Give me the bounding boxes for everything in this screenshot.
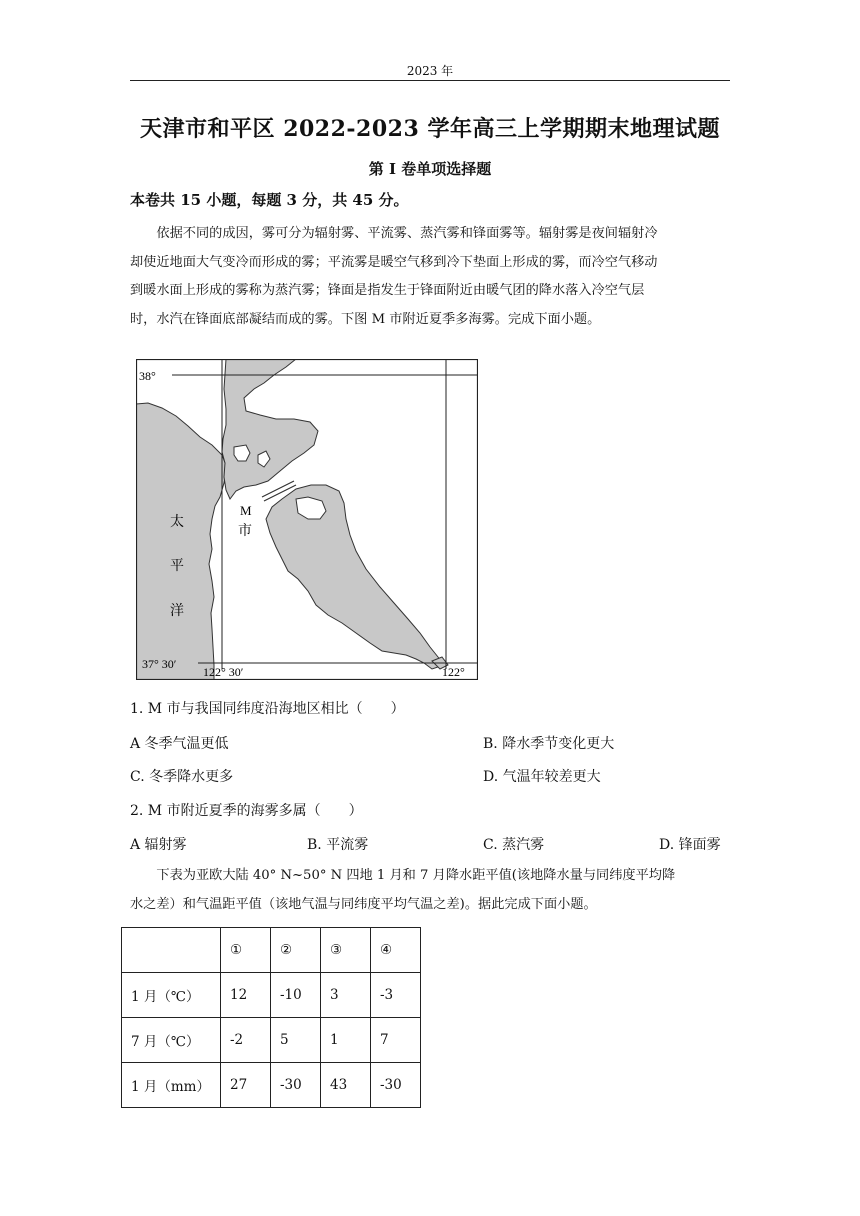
map-figure [136, 359, 478, 680]
label-lat-bottom: 37° 30′ [142, 657, 177, 671]
table-row [122, 1063, 421, 1108]
label-lat-top: 38° [139, 369, 156, 383]
passage-line: 依据不同的成因，雾可分为辐射雾、平流雾、蒸汽雾和锋面雾等。辐射雾是夜间辐射冷 [156, 226, 658, 241]
table-cell: 12 [221, 973, 271, 1018]
passage-line: 却使近地面大气变冷而形成的雾；平流雾是暖空气移到冷下垫面上形成的雾，而冷空气移动 [130, 254, 658, 270]
table-header-cell [122, 928, 221, 973]
q1-option-d: D. 气温年较差更大 [483, 769, 601, 785]
label-pacific-3: 洋 [170, 603, 184, 619]
q2-option-d: D. 锋面雾 [659, 837, 721, 853]
table-cell: 1 月（mm） [122, 1063, 221, 1108]
instructions: 本卷共 15 小题，每题 3 分，共 45 分。 [130, 191, 409, 209]
anomaly-table [121, 927, 421, 1108]
question-2-stem: 2. M 市附近夏季的海雾多属（ ） [130, 803, 363, 819]
q1-option-b: B. 降水季节变化更大 [483, 736, 615, 752]
section-title: 第 I 卷单项选择题 [368, 160, 492, 178]
table-row [122, 973, 421, 1018]
label-city-m: M [240, 503, 252, 518]
table-cell: -2 [221, 1018, 271, 1063]
table-cell: -10 [271, 973, 321, 1018]
passage-line: 下表为亚欧大陆 40° N~50° N 四地 1 月和 7 月降水距平值(该地降水量与同纬度平均降 [156, 868, 676, 883]
table-cell: 5 [271, 1018, 321, 1063]
q2-option-b: B. 平流雾 [307, 837, 369, 853]
map-islet [234, 445, 250, 461]
passage-line: 水之差）和气温距平值（该地气温与同纬度平均气温之差)。据此完成下面小题。 [130, 896, 597, 912]
question-1-stem: 1. M 市与我国同纬度沿海地区相比（ ） [130, 701, 405, 717]
passage-climate-table [130, 862, 730, 919]
q2-option-a: A 辐射雾 [130, 837, 187, 853]
label-pacific-2: 平 [170, 558, 184, 574]
passage-fog [130, 220, 730, 334]
table-cell: 3 [321, 973, 371, 1018]
table-header-cell: ③ [321, 928, 371, 973]
table-header-cell: ④ [371, 928, 421, 973]
passage-line: 到暖水面上形成的雾称为蒸汽雾；锋面是指发生于锋面附近由暖气团的降水落入冷空气层 [130, 283, 645, 298]
q1-option-c: C. 冬季降水更多 [130, 769, 234, 785]
table-header-row [122, 928, 421, 973]
table-cell: -30 [371, 1063, 421, 1108]
table-cell: -3 [371, 973, 421, 1018]
q1-option-a: A 冬季气温更低 [130, 736, 229, 752]
passage-line: 时，水汽在锋面底部凝结而成的雾。下图 M 市附近夏季多海雾。完成下面小题。 [130, 311, 601, 327]
header-divider [130, 80, 730, 81]
table-header-cell: ① [221, 928, 271, 973]
table-cell: 1 [321, 1018, 371, 1063]
table-cell: -30 [271, 1063, 321, 1108]
label-city-char: 市 [238, 523, 252, 539]
label-lon-left: 122° 30′ [203, 665, 244, 679]
table-cell: 43 [321, 1063, 371, 1108]
table-cell: 27 [221, 1063, 271, 1108]
table-cell: 7 [371, 1018, 421, 1063]
table-header-cell: ② [271, 928, 321, 973]
page-header-year: 2023 年 [406, 64, 454, 78]
label-lon-right: 122° [442, 665, 465, 679]
table-row [122, 1018, 421, 1063]
table-cell: 1 月（℃） [122, 973, 221, 1018]
q2-option-c: C. 蒸汽雾 [483, 837, 545, 853]
label-pacific-1: 太 [170, 514, 184, 530]
page-title: 天津市和平区 2022-2023 学年高三上学期期末地理试题 [140, 116, 720, 142]
table-cell: 7 月（℃） [122, 1018, 221, 1063]
